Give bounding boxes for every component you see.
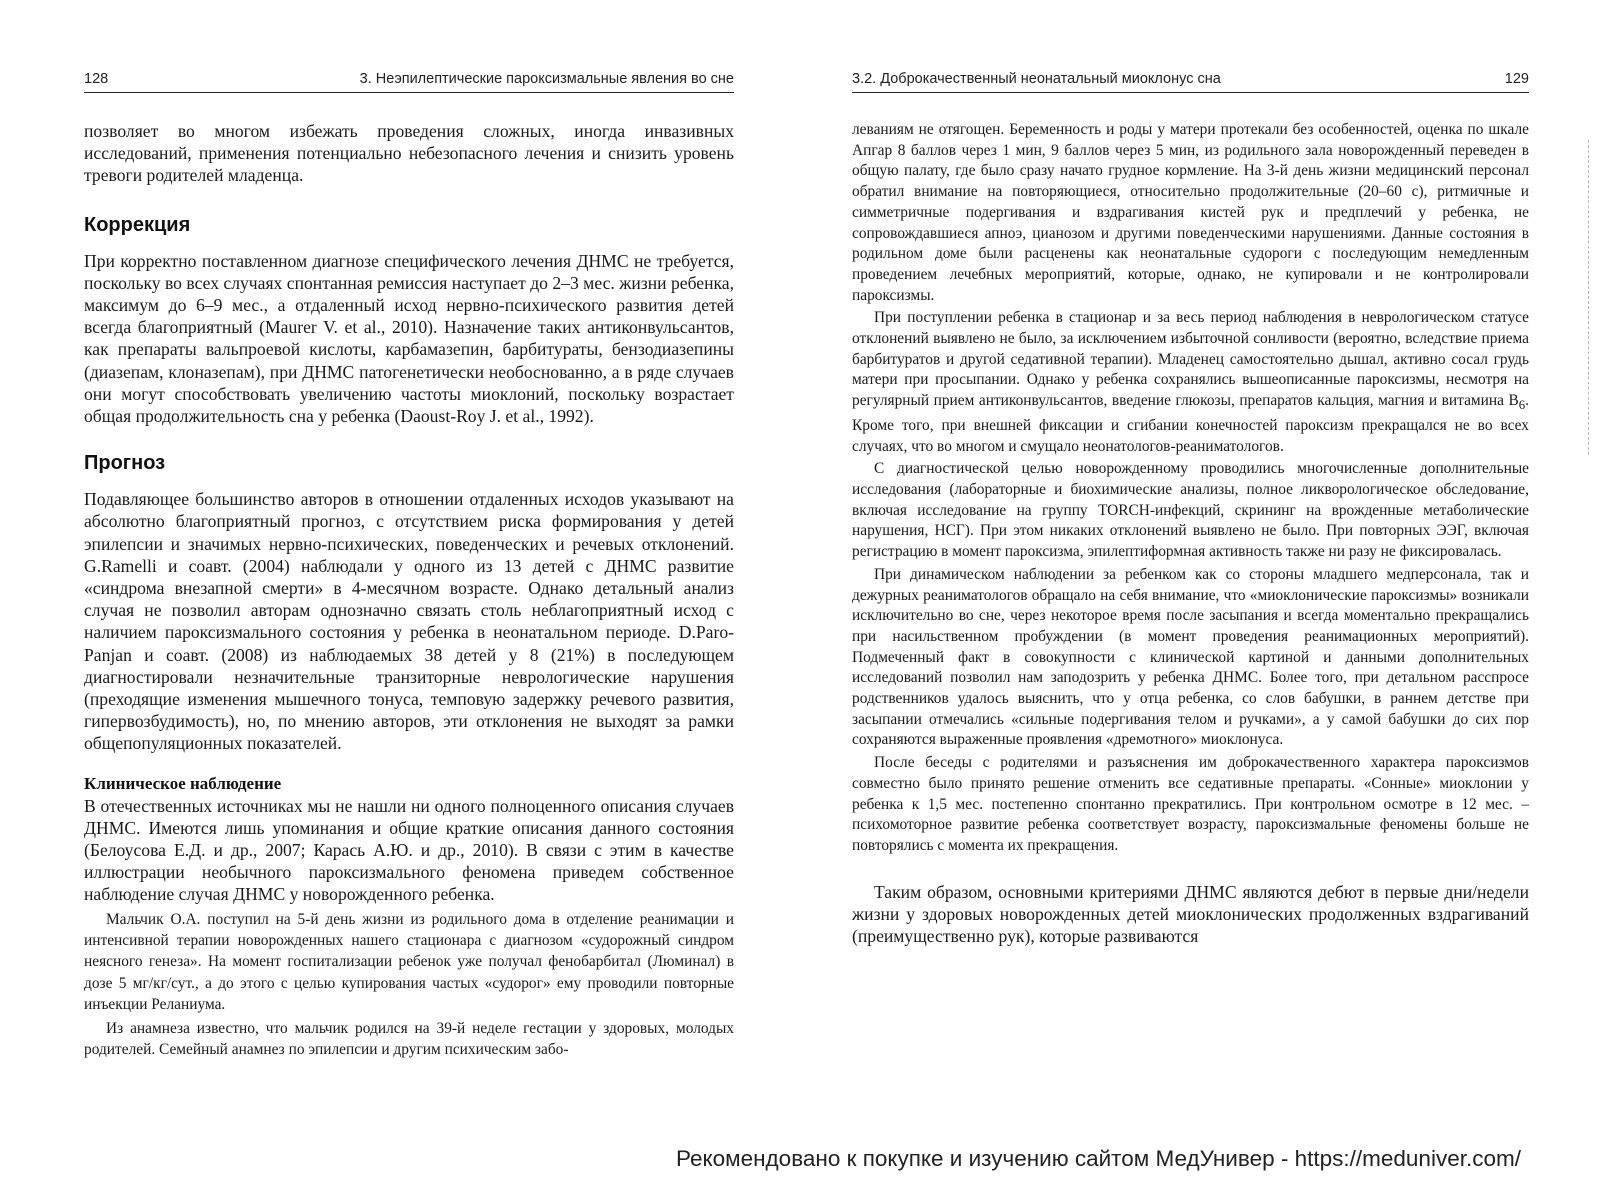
heading-prognosis: Прогноз bbox=[84, 452, 166, 475]
left-chapter-title: 3. Неэпилептические пароксизмальные явления во сне bbox=[359, 71, 734, 87]
right-page-body bbox=[852, 120, 1529, 947]
case-paragraph-1: Мальчик О.А. поступил на 5-й день жизни из родильного дома в отделение реанимации и интенсивной терапии новорожденных нашего стационара с диагнозом «судорожный синдром неясного генеза». На момент госпитализации ребенок уже получал фенобарбитал (Люминал) в дозе 5 мг/кг/сут., а до этого с целью купирования частых «судорог» ему проводили повторные инъекции Реланиума. bbox=[84, 910, 734, 1013]
footer-recommendation bbox=[676, 1146, 1521, 1172]
conclusion-paragraph: Таким образом, основными критериями ДНМС являются дебют в первые дни/недели жизни у здоровых новорожденных детей миоклонических продолженных вздрагиваний (преимущественно рук), которые развиваются bbox=[852, 881, 1529, 947]
case-diagnostics-paragraph: С диагностической целью новорожденному проводились многочисленные дополнительные исследования (лабораторные и биохимические анализы, полное ликворологическое обследование, включая исследование на группу TORCH-инфекций, скрининг на врожденные метаболические нарушения, НСГ). При этом никаких отклонений выявлено не было. При повторных ЭЭГ, включая регистрацию в момент пароксизма, эпилептиформная активность также ни разу не фиксировалась. bbox=[852, 460, 1529, 561]
left-running-header bbox=[84, 70, 734, 93]
footer-link[interactable]: https://meduniver.com/ bbox=[1294, 1146, 1521, 1171]
clinical-intro-paragraph: В отечественных источниках мы не нашли ни одного полноценного описания случаев ДНМС. Имеются лишь упоминания и общие краткие описания данного состояния (Белоусова Е.Д. и др., 2007; Карась А.Ю. и др., 2010). В связи с этим в качестве иллюстрации необычного пароксизмального феномена приведем собственное наблюдение случая ДНМС у новорожденного ребенка. bbox=[84, 795, 734, 905]
margin-divider-line bbox=[1588, 140, 1589, 455]
left-page bbox=[84, 0, 734, 1150]
correction-paragraph: При корректно поставленном диагнозе специфического лечения ДНМС не требуется, поскольку во всех случаях спонтанная ремиссия наступает до 2–3 мес. жизни ребенка, максимум до 6–9 мес., а отдаленный исход нервно-психического развития детей всегда благоприятный (Maurer V. et al., 2010). Назначение таких антиконвульсантов, как препараты вальпроевой кислоты, карбамазепин, барбитураты, бензодиазепины (диазепам, клоназепам), при ДНМС патогенетически необоснованно, а в ряде случаев они могут способствовать увеличению частоты миоклоний, поскольку возрастает общая продолжительность сна у ребенка (Daoust-Roy J. et al., 1992). bbox=[84, 250, 734, 427]
admission-text-start: При поступлении ребенка в стационар и за весь период наблюдения в неврологическом статусе отклонений выявлено не было, за исключением избыточной сонливости (вероятно, вследствие приема барбитуратов и другой седативной терапии). Младенец самостоятельно дышал, активно сосал грудь матери при просыпании. Однако у ребенка сохранялись вышеописанные пароксизмы, несмотря на регулярный прием антиконвульсантов, введение глюкозы, препаратов кальция, магния и витамина B bbox=[852, 309, 1529, 410]
case-observation-paragraph: При динамическом наблюдении за ребенком как со стороны младшего медперсонала, так и дежурных реаниматологов обращало на себя внимание, что «миоклонические пароксизмы» возникали исключительно во сне, через некоторое время после засыпания и всегда моментально прекращались при насильственном пробуждении (в момент проведения реанимационных мероприятий). Подмеченный факт в совокупности с клинической картиной и данными дополнительных исследований позволил нам заподозрить у ребенка ДНМС. Более того, при детальном расспросе родственников удалось выяснить, что у отца ребенка, со слов бабушки, в раннем детстве при засыпании отмечались «сильные подергивания телом и ручками», а у самой бабушки до сих пор сохраняются выраженные проявления «дремотного» миоклонуса. bbox=[852, 565, 1529, 749]
footer-text: Рекомендовано к покупке и изучению сайтом МедУнивер - bbox=[676, 1146, 1295, 1171]
left-page-body bbox=[84, 120, 734, 1061]
intro-paragraph: позволяет во многом избежать проведения сложных, иногда инвазивных исследований, применения потенциально небезопасного лечения и снизить уровень тревоги родителей младенца. bbox=[84, 121, 734, 186]
admission-text-end: . Кроме того, при внешней фиксации и сгибании конечностей пароксизм прекращался не во всех случаях, что во многом и смущало неонатологов-реаниматологов. bbox=[852, 392, 1529, 455]
right-page-number: 129 bbox=[1504, 71, 1529, 87]
right-running-header bbox=[852, 70, 1529, 93]
vitamin-subscript: 6 bbox=[1518, 398, 1526, 413]
right-page bbox=[852, 0, 1529, 1150]
case-outcome-paragraph: После беседы с родителями и разъяснения им доброкачественного характера пароксизмов совместно было принято решение отменить все седативные препараты. «Сонные» миоклонии у ребенка к 1,5 мес. постепенно спонтанно прекратились. При контрольном осмотре в 12 мес. – психомоторное развитие ребенка соответствует возрасту, пароксизмальные феномены больше не повторялись с момента их прекращения. bbox=[852, 754, 1529, 854]
heading-clinical-observation: Клиническое наблюдение bbox=[84, 773, 282, 793]
prognosis-paragraph: Подавляющее большинство авторов в отношении отдаленных исходов указывают на абсолютно благоприятный прогноз, с отсутствием риска формирования у детей эпилепсии и значимых нервно-психических, поведенческих и речевых отклонений. G.Ramelli и соавт. (2004) наблюдали у одного из 13 детей с ДНМС развитие «синдрома внезапной смерти» в 4-месячном возрасте. Однако детальный анализ случая не позволил авторам однозначно связать столь неблагоприятный исход с наличием пароксизмального состояния у ребенка в неонатальном периоде. D.Paro-Panjan и соавт. (2008) из наблюдаемых 38 детей у 8 (21%) в последующем диагностировали незначительные транзиторные неврологические нарушения (преходящие изменения мышечного тонуса, темповую задержку речевого развития, гипервозбудимость), но, по мнению авторов, эти отклонения не выходят за рамки общепопуляционных показателей. bbox=[84, 489, 734, 754]
left-page-number: 128 bbox=[84, 71, 109, 87]
case-continued-paragraph: леваниям не отягощен. Беременность и роды у матери протекали без особенностей, оценка по шкале Апгар 8 баллов через 1 мин, 9 баллов через 5 мин, из родильного зала новорожденный переведен в общую палату, где было сразу начато грудное кормление. На 3-й день жизни медицинский персонал обратил внимание на повторяющиеся, относительно продолжительные (20–60 с), ритмичные и симметричные подергивания и вздрагивания кистей рук и предплечий у ребенка, не сопровождавшиеся апноэ, цианозом и другими поведенческими нарушениями. Данные состояния в родильном доме были расценены как неонатальные судороги с последующим немедленным проведением лечебных мероприятий, которые, однако, не купировали и не контролировали пароксизмы. bbox=[852, 121, 1529, 304]
heading-correction: Коррекция bbox=[84, 213, 191, 236]
case-admission-paragraph bbox=[852, 308, 1529, 457]
case-paragraph-2: Из анамнеза известно, что мальчик родился на 39-й неделе гестации у здоровых, молодых родителей. Семейный анамнез по эпилепсии и другим психическим забо- bbox=[84, 1020, 734, 1059]
right-chapter-title: 3.2. Доброкачественный неонатальный миоклонус сна bbox=[852, 71, 1221, 87]
